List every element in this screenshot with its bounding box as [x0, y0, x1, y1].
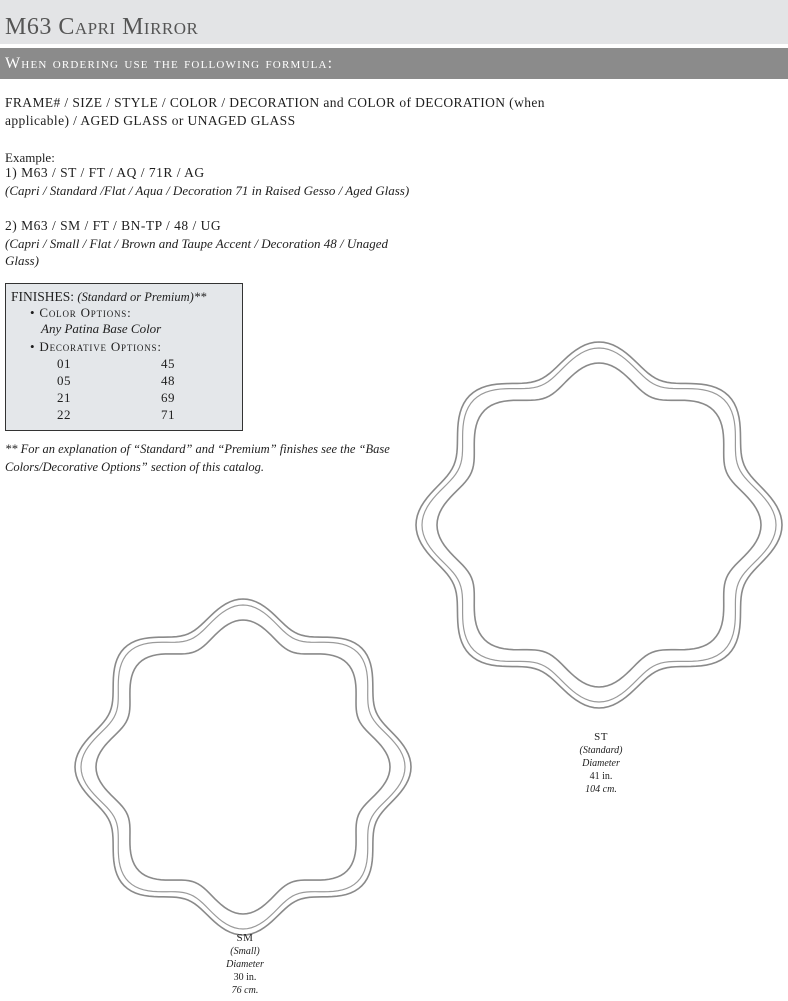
small-diameter-label: Diameter: [226, 959, 264, 970]
page-title: M63 Capri Mirror: [5, 14, 199, 40]
decorative-code: 01: [57, 356, 71, 371]
decorative-code: 48: [161, 373, 175, 388]
decorative-code: 22: [57, 407, 71, 422]
example-2-description: (Capri / Small / Flat / Brown and Taupe Accent / Decoration 48 / Unaged Glass): [5, 236, 388, 268]
decorative-code: 71: [161, 407, 175, 422]
decorative-code: 05: [57, 373, 71, 388]
example-1-code: 1) M63 / ST / FT / AQ / 71R / AG: [5, 165, 205, 180]
decorative-code: 69: [161, 390, 175, 405]
small-mirror-outline: [75, 599, 411, 935]
finishes-label: FINISHES:: [11, 289, 75, 304]
example-label: Example:: [5, 150, 55, 165]
ordering-formula: FRAME# / SIZE / STYLE / COLOR / DECORATION and COLOR of DECORATION (when applicable) / AGED GLASS or UNAGED GLASS: [5, 95, 545, 128]
standard-diameter-inches: 41 in.: [589, 771, 613, 782]
small-name: (Small): [230, 946, 260, 957]
standard-size-caption: [561, 731, 641, 796]
standard-abbr: ST: [594, 731, 608, 743]
decorative-options-label: • Decorative Options:: [30, 339, 162, 354]
small-size-caption: [205, 932, 285, 997]
small-diameter-cm: 76 cm.: [231, 985, 259, 996]
finishes-footnote: ** For an explanation of “Standard” and “Premium” finishes see the “Base Colors/Decorative Options” section of this catalog.: [5, 442, 390, 474]
color-options-value: Any Patina Base Color: [41, 321, 162, 336]
decorative-code: 45: [161, 356, 175, 371]
standard-name: (Standard): [579, 745, 623, 756]
decorative-code: 21: [57, 390, 71, 405]
standard-diameter-label: Diameter: [582, 758, 620, 769]
standard-diameter-cm: 104 cm.: [585, 784, 617, 795]
finishes-note: (Standard or Premium)**: [77, 290, 207, 304]
small-diameter-inches: 30 in.: [233, 972, 257, 983]
example-1-description: (Capri / Standard /Flat / Aqua / Decoration 71 in Raised Gesso / Aged Glass): [5, 183, 410, 198]
small-abbr: SM: [236, 932, 254, 944]
standard-mirror-outline: [416, 342, 782, 708]
color-options-label: • Color Options:: [30, 305, 132, 320]
example-2-code: 2) M63 / SM / FT / BN-TP / 48 / UG: [5, 218, 222, 233]
formula-heading: When ordering use the following formula:: [5, 55, 334, 72]
